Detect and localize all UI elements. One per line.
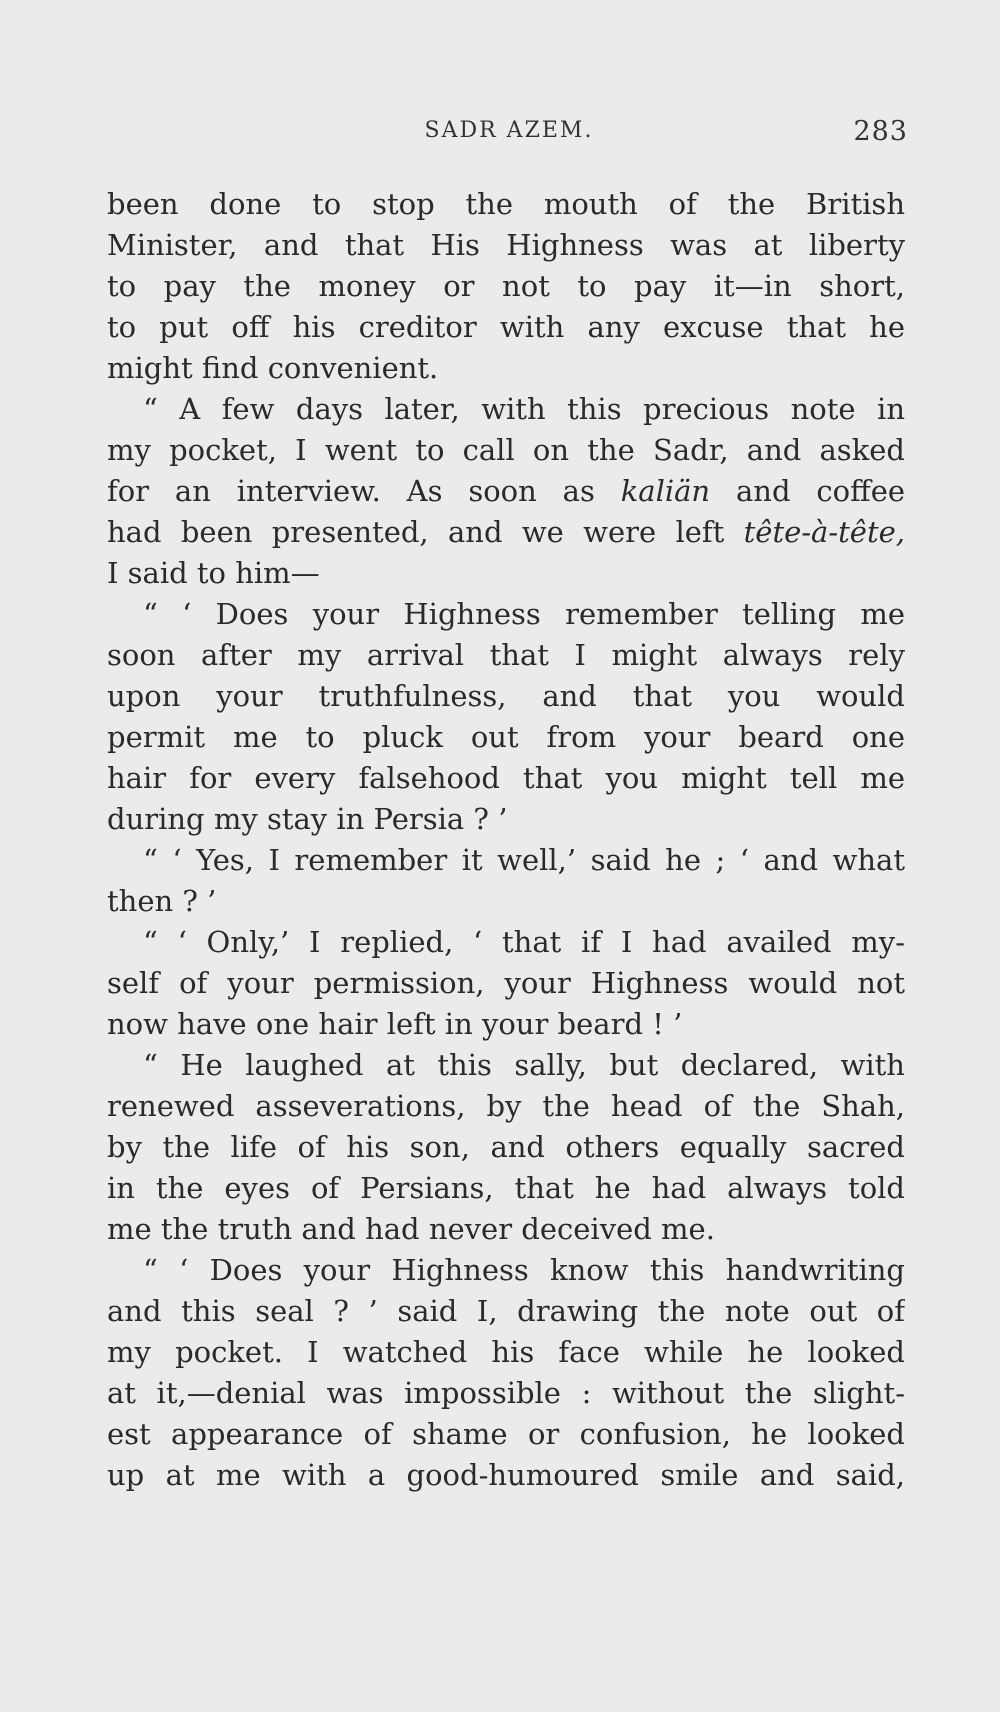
page-header <box>108 116 910 156</box>
text-line: might find convenient. <box>107 351 439 385</box>
text-line: to put off his creditor with any excuse that he <box>107 310 905 344</box>
text-line: permit me to pluck out from your beard one <box>107 720 905 754</box>
text-line: soon after my arrival that I might always rely <box>107 638 905 672</box>
line-segment: for an interview. As soon as <box>107 474 595 508</box>
text-line: been done to stop the mouth of the British <box>107 187 905 221</box>
text-line: “ ‘ Only,’ I replied, ‘ that if I had availed my- <box>143 925 905 959</box>
text-line: by the life of his son, and others equally sacred <box>107 1130 905 1164</box>
text-line: up at me with a good-humoured smile and said, <box>107 1458 905 1492</box>
text-line: hair for every falsehood that you might tell me <box>107 761 905 795</box>
text-line: to pay the money or not to pay it—in short, <box>107 269 905 303</box>
italic-word: kaliän <box>620 474 711 508</box>
page-number: 283 <box>853 116 908 147</box>
text-line: Minister, and that His Highness was at liberty <box>107 228 905 262</box>
running-title: SADR AZEM. <box>424 118 594 143</box>
body-text <box>107 184 905 1496</box>
italic-word: tête-à-tête, <box>743 515 905 549</box>
text-line: I said to him— <box>107 556 320 590</box>
text-line: my pocket. I watched his face while he looked <box>107 1335 905 1369</box>
text-line: “ ‘ Does your Highness remember telling me <box>143 597 905 631</box>
text-line: “ ‘ Yes, I remember it well,’ said he ; ‘ and what <box>143 843 905 877</box>
text-line: and this seal ? ’ said I, drawing the note out of <box>107 1294 905 1328</box>
text-line: my pocket, I went to call on the Sadr, and asked <box>107 433 905 467</box>
text-line: at it,—denial was impossible : without the slight- <box>107 1376 905 1410</box>
line-segment: and coffee <box>736 474 905 508</box>
text-line <box>107 512 905 553</box>
text-line: “ He laughed at this sally, but declared, with <box>143 1048 905 1082</box>
text-line <box>107 471 905 512</box>
text-line: renewed asseverations, by the head of the Shah, <box>107 1089 905 1123</box>
text-line: est appearance of shame or confusion, he looked <box>107 1417 905 1451</box>
text-line: now have one hair left in your beard ! ’ <box>107 1007 683 1041</box>
text-line: “ ‘ Does your Highness know this handwriting <box>143 1253 905 1287</box>
text-line: me the truth and had never deceived me. <box>107 1212 715 1246</box>
text-line: self of your permission, your Highness would not <box>107 966 905 1000</box>
text-line: upon your truthfulness, and that you would <box>107 679 905 713</box>
text-line: then ? ’ <box>107 884 217 918</box>
text-line: “ A few days later, with this precious note in <box>143 392 905 426</box>
text-line: in the eyes of Persians, that he had always told <box>107 1171 905 1205</box>
line-segment: had been presented, and we were left <box>107 515 725 549</box>
text-line: during my stay in Persia ? ’ <box>107 802 508 836</box>
